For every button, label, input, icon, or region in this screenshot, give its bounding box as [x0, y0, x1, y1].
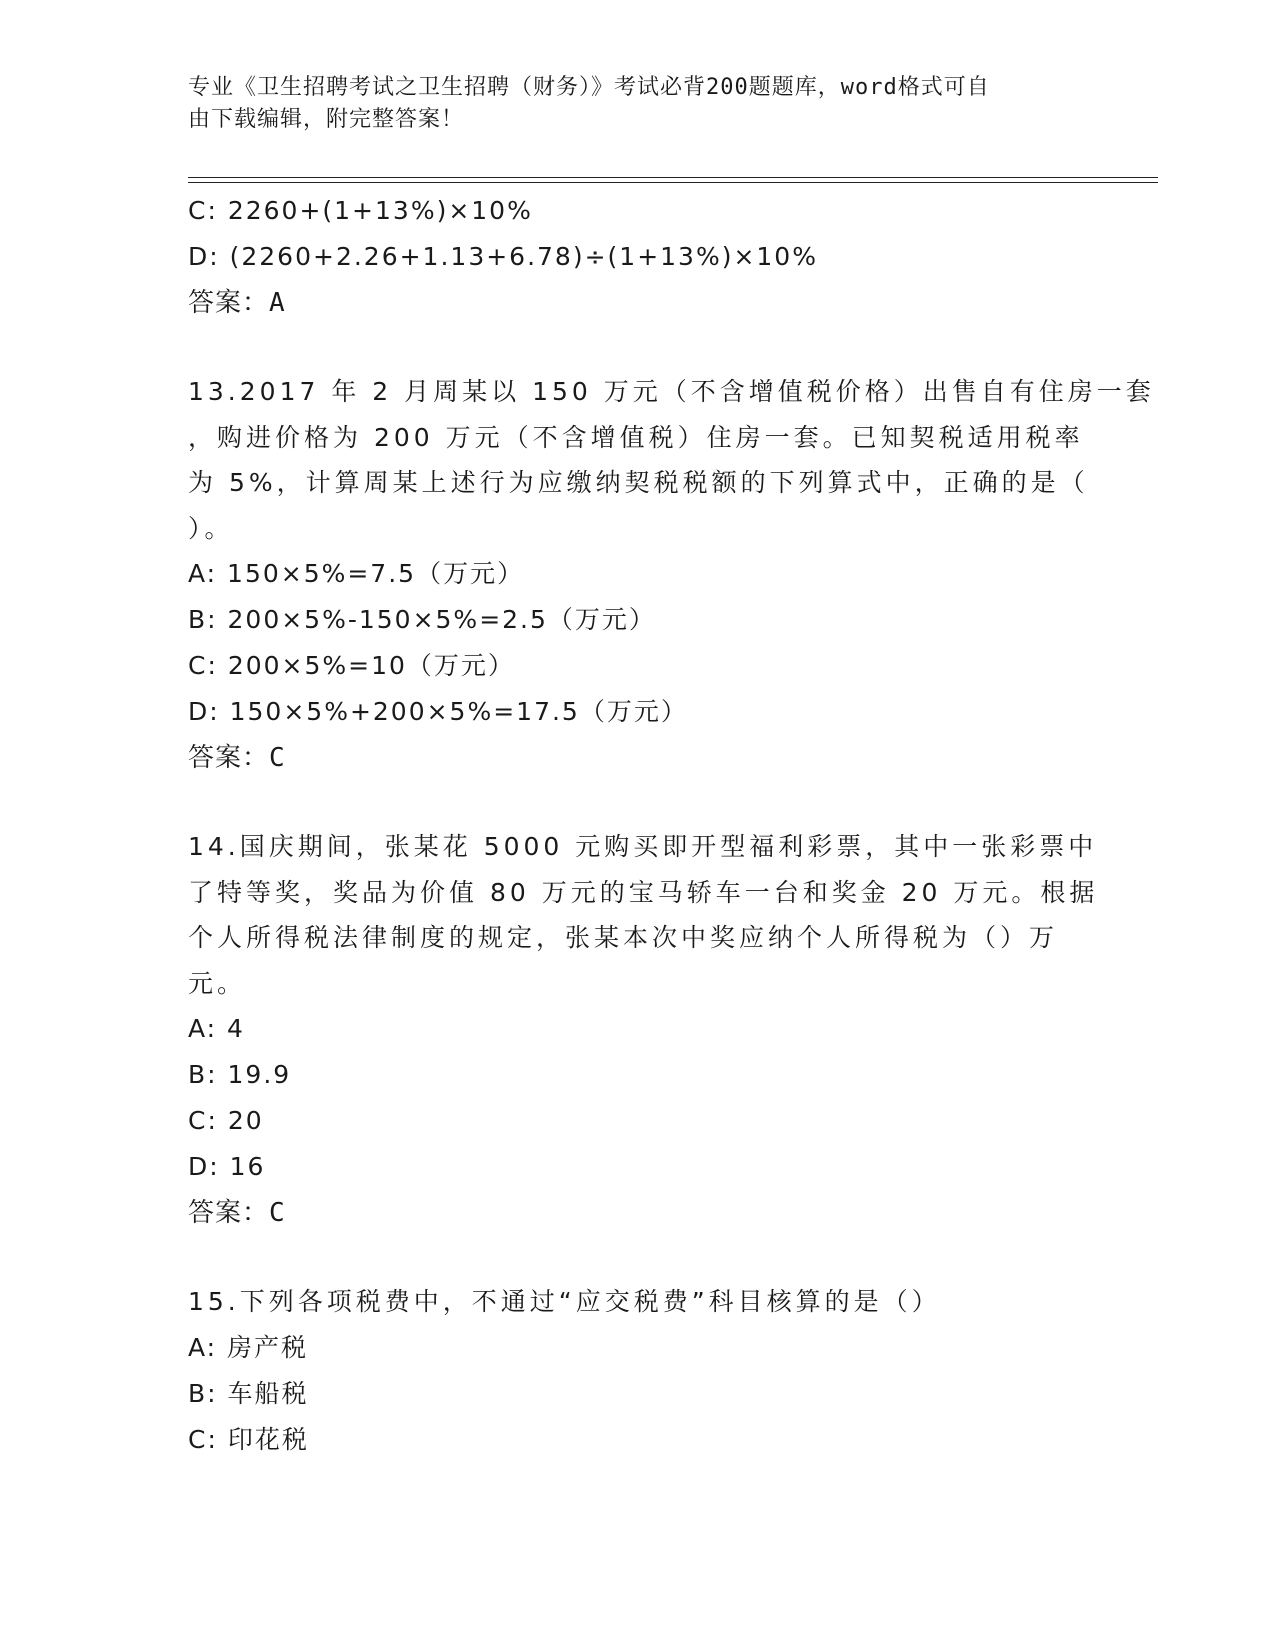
question-13-line: ）。 [188, 513, 234, 543]
question-15 [188, 1279, 1088, 1325]
question-14-line: 个人所得税法律制度的规定，张某本次中奖应纳个人所得税为（）万 [188, 923, 1059, 952]
q14-option-a: A: 4 [188, 1014, 245, 1043]
spacer [188, 1236, 1088, 1279]
question-14-line: 元。 [188, 968, 247, 998]
document-header [188, 72, 1068, 136]
q13-option-a: A: 150×5%=7.5（万元） [188, 559, 525, 588]
question-14 [188, 824, 1099, 1006]
question-13 [188, 369, 1155, 551]
q13-option-c: C: 200×5%=10（万元） [188, 651, 515, 680]
q15-option-b: B: 车船税 [188, 1378, 309, 1408]
header-line-1: 专业《卫生招聘考试之卫生招聘（财务）》考试必背200题题库，word格式可自 [188, 75, 990, 100]
q15-option-c: C: 印花税 [188, 1424, 309, 1454]
q14-option-b: B: 19.9 [188, 1060, 292, 1089]
q13-answer: 答案：C [188, 743, 286, 773]
question-14-line: 14.国庆期间，张某花 5000 元购买即开型福利彩票，其中一张彩票中 [188, 832, 1098, 861]
header-divider-top [188, 177, 1158, 178]
spacer [188, 326, 1088, 369]
question-13-line: ，购进价格为 200 万元（不含增值税）住房一套。已知契税适用税率 [188, 422, 1084, 452]
document-body [188, 188, 1155, 1463]
prev-option-d: D: (2260+2.26+1.13+6.78)÷(1+13%)×10% [188, 242, 818, 271]
question-13-line: 13.2017 年 2 月周某以 150 万元（不含增值税价格）出售自有住房一套 [188, 377, 1155, 406]
q14-option-d: D: 16 [188, 1152, 266, 1181]
question-14-line: 了特等奖，奖品为价值 80 万元的宝马轿车一台和奖金 20 万元。根据 [188, 877, 1099, 907]
question-15-line: 15.下列各项税费中，不通过“应交税费”科目核算的是（） [188, 1287, 941, 1316]
q13-option-b: B: 200×5%-150×5%=2.5（万元） [188, 605, 656, 634]
header-divider-bottom [188, 182, 1158, 183]
q15-option-a: A: 房产税 [188, 1332, 309, 1362]
q14-option-c: C: 20 [188, 1106, 264, 1135]
prev-option-c: C: 2260+(1+13%)×10% [188, 196, 533, 225]
header-line-2: 由下载编辑，附完整答案！ [188, 107, 465, 132]
prev-answer: 答案：A [188, 288, 286, 318]
q13-option-d: D: 150×5%+200×5%=17.5（万元） [188, 697, 688, 726]
question-13-line: 为 5%，计算周某上述行为应缴纳契税税额的下列算式中，正确的是（ [188, 468, 1089, 497]
spacer [188, 781, 1088, 824]
q14-answer: 答案：C [188, 1198, 286, 1228]
